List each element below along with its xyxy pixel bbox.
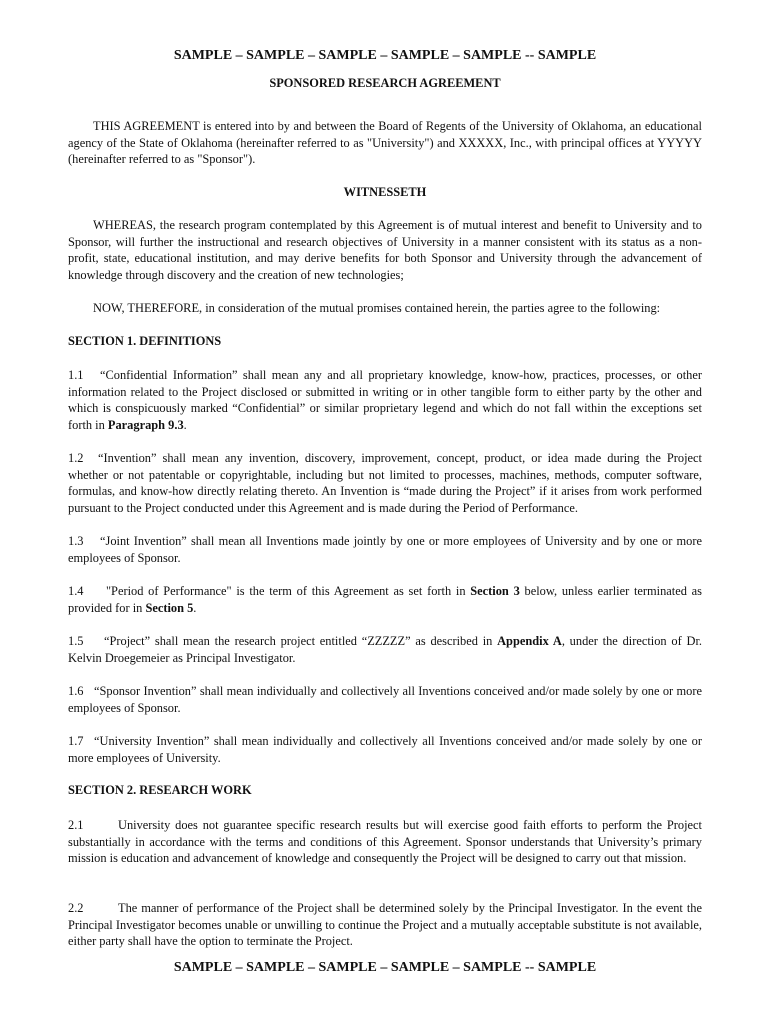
paragraph-1-6: 1.6 “Sponsor Invention” shall mean individually and collectively all Inventions conceived and/or made solely by one or more employees of Sponsor. — [68, 684, 702, 715]
paragraph-1-4: 1.4 "Period of Performance" is the term of this Agreement as set forth in Section 3 below, unless earlier terminated as provided for in Section 5. — [68, 584, 702, 615]
paragraph-2-2: 2.2 The manner of performance of the Project shall be determined solely by the Principal Investigator. In the event the Principal Investigator becomes unable or unwilling to continue the Project and a mutually acceptable substitute is not available, either party shall have the option to terminate the Project. — [68, 901, 702, 949]
whereas-paragraph: WHEREAS, the research program contemplated by this Agreement is of mutual interest and benefit to University and to Sponsor, will further the instructional and research objectives of University in a manner consistent with its status as a non-profit, state, educational institution, and may derive benefits for both Sponsor and University through the advancement of knowledge through discovery and the creation of new technologies; — [68, 218, 702, 282]
paragraph-1-2: 1.2 “Invention” shall mean any invention, discovery, improvement, concept, product, or idea made during the Project whether or not patentable or copyrightable, including but not limited to processes, machines, methods, computer software, formulas, and know-how directly relating thereto. An Invention is “made during the Project” if it arises from work performed pursuant to the Project conducted under this Agreement and is made during the Period of Performance. — [68, 451, 702, 515]
paragraph-number: 1.6 — [68, 684, 84, 698]
paragraph-1-1: 1.1 “Confidential Information” shall mean any and all proprietary knowledge, know-how, practices, processes, or other information related to the Project disclosed or submitted in writing or in other tangible form to either party by the other and which is conspicuously marked “Confidential” or similar proprietary legend and which do not fall within the exceptions set forth in Paragraph 9.3. — [68, 368, 702, 432]
section-1-heading: SECTION 1. DEFINITIONS — [68, 334, 222, 348]
paragraph-number: 1.1 — [68, 368, 84, 382]
paragraph-number: 2.1 — [68, 818, 84, 832]
paragraph-number: 1.2 — [68, 451, 84, 465]
section-2-heading: SECTION 2. RESEARCH WORK — [68, 783, 252, 797]
paragraph-1-5: 1.5 “Project” shall mean the research project entitled “ZZZZZ” as described in Appendix A, under the direction of Dr. Kelvin Droegemeier as Principal Investigator. — [68, 634, 702, 665]
paragraph-reference: Paragraph 9.3 — [107, 417, 184, 432]
document-title: SPONSORED RESEARCH AGREEMENT — [269, 76, 501, 90]
paragraph-number: 1.3 — [68, 534, 84, 548]
paragraph-number: 1.4 — [68, 584, 84, 598]
witnesseth-heading: WITNESSETH — [343, 185, 427, 199]
paragraph-1-3: 1.3 “Joint Invention” shall mean all Inventions made jointly by one or more employees of University and by one or more employees of Sponsor. — [68, 534, 702, 565]
now-therefore-paragraph: NOW, THEREFORE, in consideration of the mutual promises contained herein, the parties agree to the following: — [93, 301, 661, 315]
paragraph-number: 1.7 — [68, 734, 84, 748]
appendix-reference: Appendix A — [497, 634, 562, 648]
paragraph-1-7: 1.7 “University Invention” shall mean individually and collectively all Inventions conceived and/or made solely by one or more employees of University. — [68, 734, 702, 765]
paragraph-number: 2.2 — [68, 901, 84, 915]
paragraph-2-1: 2.1 University does not guarantee specific research results but will exercise good faith efforts to perform the Project substantially in accordance with the terms and conditions of this Agreement. Sponsor understands that University’s primary mission is education and advancement of knowledge and consequently the Project will be designed to carry out that mission. — [68, 818, 702, 866]
sample-banner-top: SAMPLE – SAMPLE – SAMPLE – SAMPLE – SAMPLE -- SAMPLE — [173, 48, 597, 63]
intro-paragraph: THIS AGREEMENT is entered into by and between the Board of Regents of the University of Oklahoma, an educational agency of the State of Oklahoma (hereinafter referred to as "University") and XXXXX, Inc., with principal offices at YYYYY (hereinafter referred to as "Sponsor"). — [68, 119, 702, 167]
sample-banner-bottom: SAMPLE – SAMPLE – SAMPLE – SAMPLE – SAMPLE -- SAMPLE — [173, 960, 597, 975]
section-reference: Section 5 — [145, 600, 194, 615]
paragraph-number: 1.5 — [68, 634, 84, 648]
section-reference: Section 3 — [470, 584, 520, 598]
